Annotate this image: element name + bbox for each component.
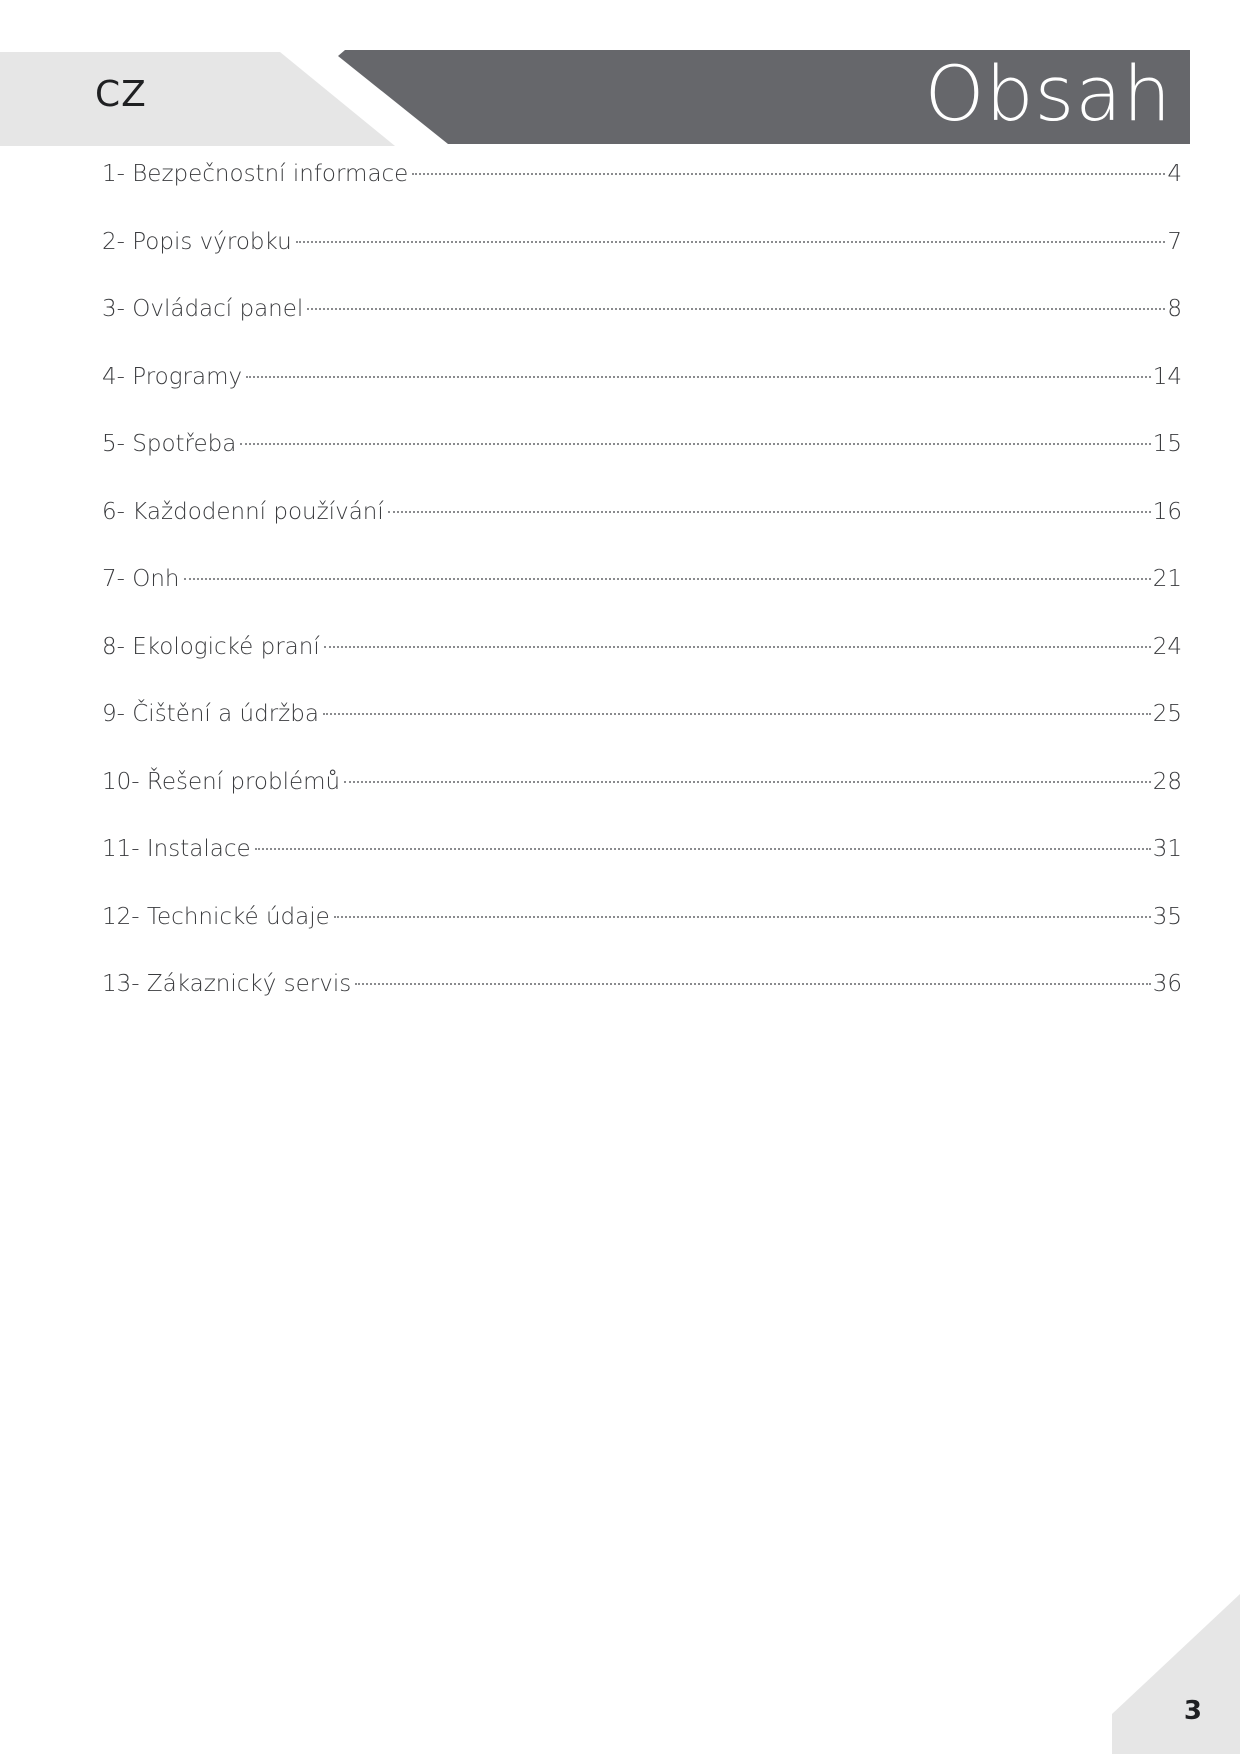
language-code: CZ [95, 74, 147, 115]
toc-entry-page: 7 [1167, 228, 1182, 255]
toc-entry-page: 4 [1167, 161, 1182, 187]
toc-entry-3[interactable] [102, 290, 1182, 358]
toc-dot-leader [412, 173, 1165, 175]
toc-entry-2[interactable] [102, 223, 1182, 291]
page-title: Obsah [924, 49, 1172, 138]
toc-dot-leader [240, 443, 1150, 445]
toc-entry-label: 5- Spotřeba [102, 431, 237, 457]
toc-dot-leader [388, 511, 1151, 513]
toc-dot-leader [307, 308, 1165, 310]
toc-entry-10[interactable] [102, 763, 1182, 831]
toc-dot-leader [323, 713, 1151, 715]
toc-entry-label: 3- Ovládací panel [102, 296, 304, 322]
toc-entry-label: 1- Bezpečnostní informace [102, 161, 409, 187]
toc-entry-13[interactable] [102, 965, 1182, 1033]
toc-dot-leader [255, 848, 1151, 850]
toc-entry-page: 16 [1152, 498, 1182, 525]
toc-entry-label: 6- Každodenní používání [102, 498, 384, 525]
toc-entry-page: 24 [1152, 633, 1182, 660]
toc-entry-6[interactable] [102, 493, 1182, 561]
toc-entry-label: 7- Onh [102, 566, 180, 592]
toc-entry-label: 11- Instalace [102, 836, 251, 862]
toc-entry-4[interactable] [102, 358, 1182, 426]
toc-entry-8[interactable] [102, 628, 1182, 696]
table-of-contents [102, 155, 1182, 1033]
toc-entry-5[interactable] [102, 425, 1182, 493]
toc-entry-label: 2- Popis výrobku [102, 228, 292, 255]
toc-entry-7[interactable] [102, 560, 1182, 628]
toc-dot-leader [184, 578, 1151, 580]
toc-entry-label: 13- Zákaznický servis [102, 971, 352, 997]
toc-entry-9[interactable] [102, 695, 1182, 763]
toc-entry-page: 36 [1152, 971, 1182, 997]
toc-dot-leader [344, 781, 1151, 783]
toc-entry-11[interactable] [102, 830, 1182, 898]
toc-entry-label: 12- Technické údaje [102, 903, 330, 930]
toc-dot-leader [334, 916, 1151, 918]
toc-entry-label: 4- Programy [102, 363, 243, 390]
toc-entry-page: 25 [1152, 701, 1182, 727]
toc-dot-leader [246, 376, 1151, 378]
toc-entry-label: 10- Řešení problémů [102, 768, 341, 795]
toc-entry-page: 28 [1152, 768, 1182, 795]
toc-entry-page: 31 [1152, 836, 1182, 862]
toc-dot-leader [324, 646, 1151, 648]
page-number: 3 [1183, 1696, 1202, 1726]
header-light-band [0, 52, 395, 146]
toc-entry-page: 15 [1152, 431, 1182, 457]
corner-decoration [1100, 1594, 1240, 1754]
toc-dot-leader [296, 241, 1166, 243]
toc-entry-page: 8 [1167, 296, 1182, 322]
toc-entry-page: 14 [1152, 363, 1182, 390]
toc-entry-page: 35 [1152, 903, 1182, 930]
toc-entry-1[interactable] [102, 155, 1182, 223]
toc-dot-leader [355, 983, 1150, 985]
toc-entry-12[interactable] [102, 898, 1182, 966]
toc-entry-page: 21 [1152, 566, 1182, 592]
toc-entry-label: 9- Čištění a údržba [102, 701, 319, 727]
toc-entry-label: 8- Ekologické praní [102, 633, 320, 660]
